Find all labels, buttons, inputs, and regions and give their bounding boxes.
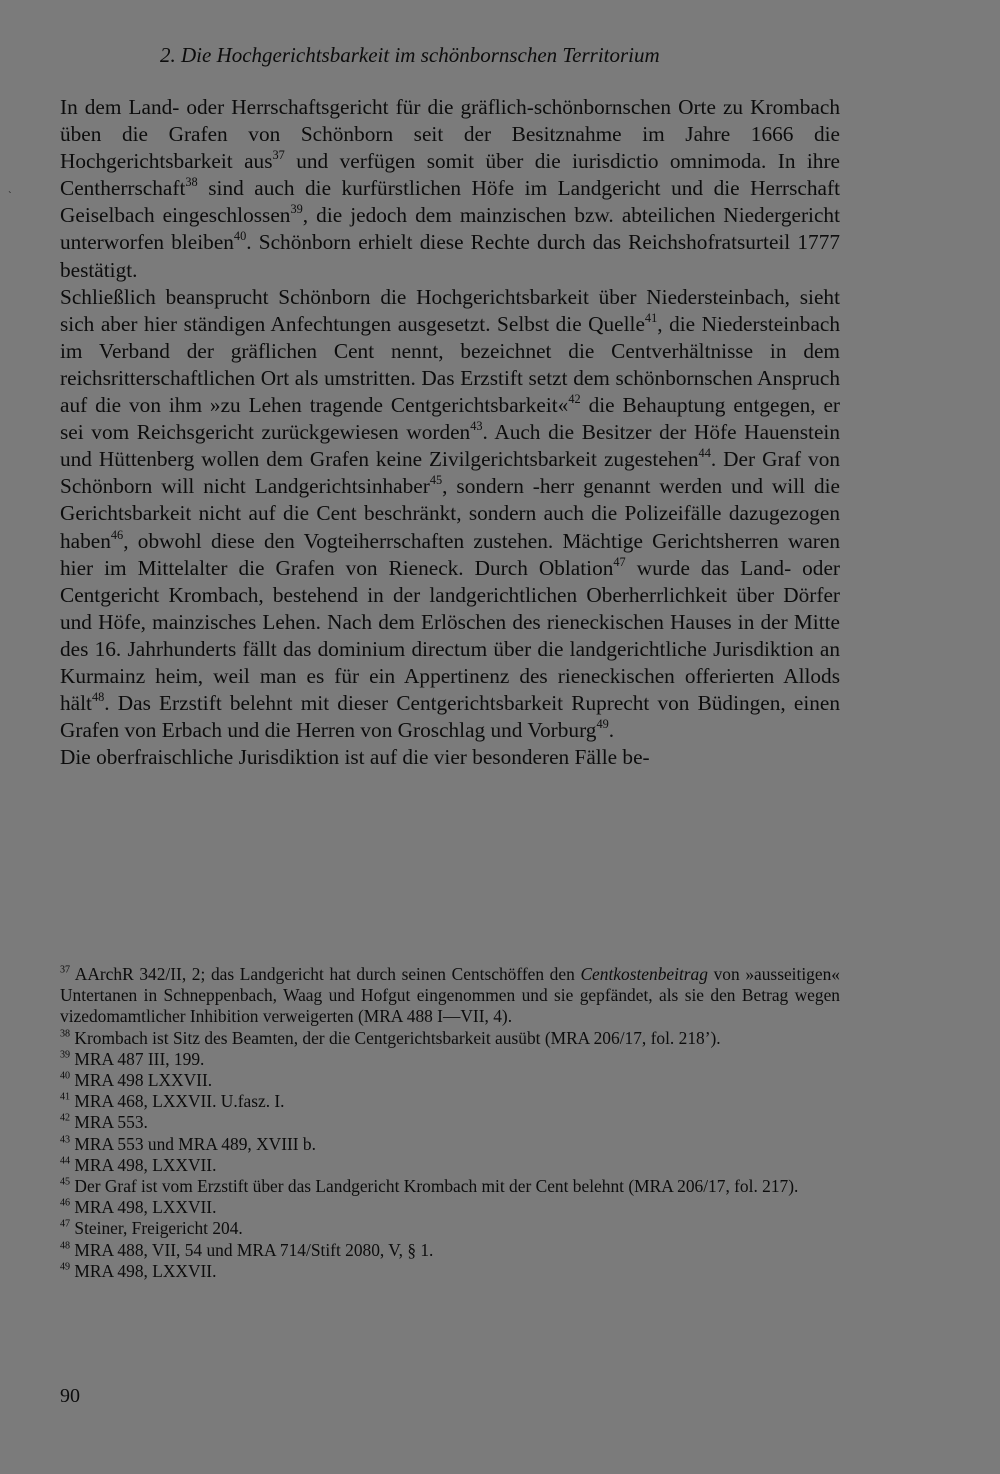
footnotes — [60, 964, 840, 1282]
footnote-marker: 45 — [60, 1176, 71, 1188]
footnote: $^{46}$ MRA 498, LXXVII. — [60, 1197, 217, 1218]
footnote-marker: 37 — [272, 148, 285, 163]
footnote: $^{38}$ Krombach ist Sitz des Beamten, der die Centgerichtsbarkeit ausübt (MRA 206/17, fol. 218’). — [60, 1027, 721, 1048]
paragraph: Schließlich beansprucht Schönborn die Hochgerichtsbarkeit über Niedersteinbach, sieht sich aber hier ständigen Anfechtungen ausgesetzt. Selbst die Quelle$^{41}$, die Niedersteinbach im Verband der gräflichen Cent nennt, bezeichnet die Centverhältnisse in dem reichsritterschaftlichen Ort als umstritten. Das Erzstift setzt dem schönbornschen Anspruch auf die von ihm »zu Lehen tragende Centgerichtsbarkeit«$^{42}$ die Behauptung entgegen, er sei vom Reichsgericht zurückgewiesen worden$^{43}$. Auch die Besitzer der Höfe Hauenstein und Hüttenberg wollen dem Grafen keine Zivilgerichtsbarkeit zugestehen$^{44}$. Der Graf von Schönborn will nicht Landgerichtsinhaber$^{45}$, sondern -herr genannt werden und will die Gerichtsbarkeit nicht auf die Cent beschränkt, sondern auch die Polizeifälle dazugezogen haben$^{46}$, obwohl diese den Vogteiherrschaften zustehen. Mächtige Gerichtsherren waren hier im Mittelalter die Grafen von Rieneck. Durch Oblation$^{47}$ wurde das Land- oder Centgericht Krombach, bestehend in der landgerichtlichen Oberherrlichkeit über Dörfer und Höfe, mainzisches Lehen. Nach dem Erlöschen des rieneckischen Hauses in der Mitte des 16. Jahrhunderts fällt das dominium directum über die landgerichtliche Jurisdiktion an Kurmainz heim, weil man es für ein Appertinenz des rieneckischen offerierten Allods hält$^{48}$. Das Erzstift belehnt mit dieser Centgerichtsbarkeit Ruprecht von Büdingen, einen Grafen von Erbach und die Herren von Groschlag und Vorburg$^{49}$. — [60, 284, 840, 743]
footnote: $^{41}$ MRA 468, LXXVII. U.fasz. I. — [60, 1091, 285, 1112]
footnote-marker: 44 — [60, 1155, 71, 1167]
footnote-marker: 39 — [290, 202, 303, 217]
stray-mark: ` — [8, 190, 12, 202]
footnote: $^{42}$ MRA 553. — [60, 1112, 148, 1133]
footnote-marker: 49 — [60, 1261, 71, 1273]
footnote-marker: 48 — [60, 1240, 71, 1252]
footnote-marker: 41 — [644, 310, 658, 325]
footnote-marker: 46 — [110, 527, 124, 542]
section-heading: 2. Die Hochgerichtsbarkeit im schönbornschen Territorium — [160, 43, 660, 67]
page-number: 90 — [60, 1385, 80, 1407]
footnote-marker: 44 — [698, 446, 711, 461]
footnote-marker: 43 — [60, 1134, 71, 1146]
footnote-marker: 47 — [60, 1219, 71, 1231]
italic-term: Centkostenbeitrag — [580, 964, 708, 984]
footnote: $^{39}$ MRA 487 III, 199. — [60, 1048, 205, 1069]
footnote-marker: 40 — [233, 229, 247, 244]
paragraph: In dem Land- oder Herrschaftsgericht für die gräflich-schönbornschen Orte zu Krombach üben die Grafen von Schönborn seit der Besitznahme im Jahre 1666 die Hochgerichtsbarkeit aus$^{37}$ und verfügen somit über die iurisdictio omnimoda. In ihre Centherrschaft$^{38}$ sind auch die kurfürstlichen Höfe im Landgericht und die Herrschaft Geiselbach eingeschlossen$^{39}$, die jedoch dem mainzischen bzw. abteilichen Niedergericht unterworfen bleiben$^{40}$. Schönborn erhielt diese Rechte durch das Reichshofratsurteil 1777 bestätigt. — [60, 95, 841, 282]
footnote-marker: 38 — [185, 175, 198, 190]
paragraph: Die oberfraischliche Jurisdiktion ist auf die vier besonderen Fälle be- — [60, 745, 650, 770]
footnote-marker: 37 — [60, 964, 71, 976]
footnote-marker: 42 — [568, 392, 581, 407]
footnote-marker: 46 — [60, 1197, 71, 1209]
footnote: $^{48}$ MRA 488, VII, 54 und MRA 714/Stift 2080, V, § 1. — [60, 1239, 434, 1260]
footnote-marker: 39 — [60, 1049, 71, 1061]
footnote-marker: 48 — [91, 690, 105, 705]
footnote-marker: 40 — [60, 1070, 71, 1082]
footnote-marker: 47 — [613, 554, 626, 569]
footnote-marker: 43 — [470, 419, 483, 434]
body-text — [60, 94, 840, 771]
footnote-marker: 49 — [596, 717, 609, 732]
footnote: $^{43}$ MRA 553 und MRA 489, XVIII b. — [60, 1133, 316, 1154]
footnote: $^{47}$ Steiner, Freigericht 204. — [60, 1218, 243, 1239]
footnote-marker: 42 — [60, 1113, 71, 1125]
footnote-marker: 38 — [60, 1028, 71, 1040]
footnote: $^{37}$ AArchR 342/II, 2; das Landgericht hat durch seinen Centschöffen den Centkostenbeitrag von »ausseitigen« Untertanen in Schneppenbach, Waag und Hofgut eingenommen und sie gepfändet, als sie den Betrag wegen vizedomamtlicher Inhibition verweigerten (MRA 488 I—VII, 4). — [60, 964, 840, 1027]
footnote-marker: 41 — [60, 1091, 71, 1103]
footnote: $^{45}$ Der Graf ist vom Erzstift über das Landgericht Krombach mit der Cent belehnt (MRA 206/17, fol. 217). — [60, 1176, 799, 1197]
footnote: $^{44}$ MRA 498, LXXVII. — [60, 1154, 217, 1175]
footnote: $^{49}$ MRA 498, LXXVII. — [60, 1260, 217, 1281]
footnote: $^{40}$ MRA 498 LXXVII. — [60, 1070, 213, 1091]
footnote-marker: 45 — [429, 473, 443, 488]
